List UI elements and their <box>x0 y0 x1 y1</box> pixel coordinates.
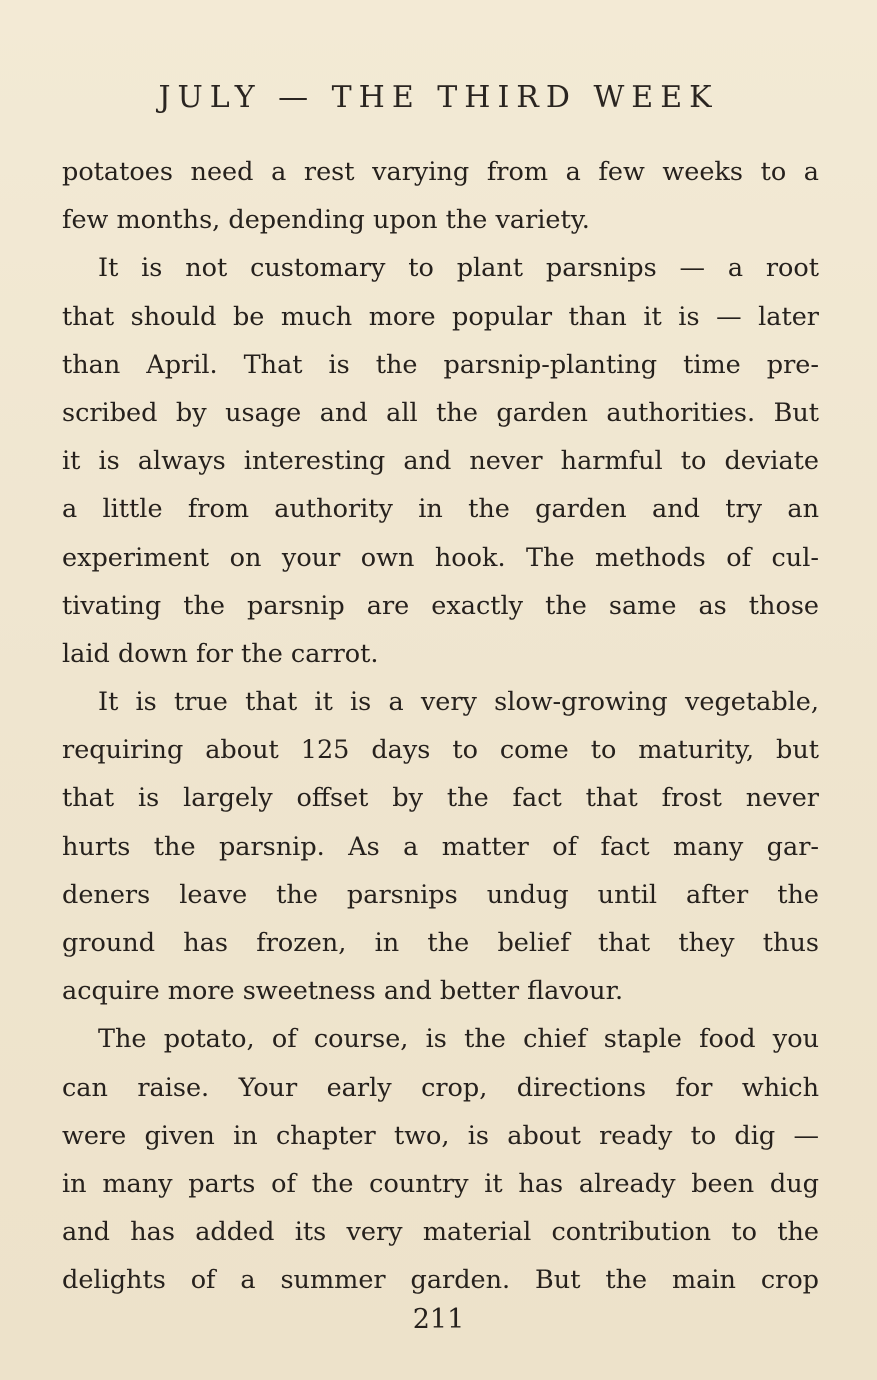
text-line: delights of a summer garden. But the main crop <box>62 1265 819 1296</box>
text-line: acquire more sweetness and better flavour. <box>62 976 624 1007</box>
text-line: tivating the parsnip are exactly the same as those <box>62 590 819 621</box>
text-line: a little from authority in the garden and try an <box>62 494 819 525</box>
text-line: that is largely offset by the fact that frost never <box>62 783 819 814</box>
text-line: hurts the parsnip. As a matter of fact many gar- <box>62 831 819 862</box>
running-head: JULY — THE THIRD WEEK <box>158 80 719 115</box>
text-line: laid down for the carrot. <box>62 638 379 669</box>
text-line: deners leave the parsnips undug until after the <box>62 879 819 910</box>
text-line: few months, depending upon the variety. <box>62 205 590 236</box>
body-text <box>62 148 819 1305</box>
text-line: that should be much more popular than it is — later <box>62 301 819 332</box>
text-line: potatoes need a rest varying from a few weeks to a <box>62 157 819 187</box>
text-line: requiring about 125 days to come to maturity, but <box>62 735 819 766</box>
text-line: it is always interesting and never harmful to deviate <box>62 446 819 477</box>
text-line: scribed by usage and all the garden authorities. But <box>62 397 819 428</box>
text-line: experiment on your own hook. The methods of cul- <box>62 542 819 573</box>
text-line: can raise. Your early crop, directions for which <box>62 1072 819 1103</box>
text-line: The potato, of course, is the chief staple food you <box>98 1024 819 1055</box>
page-number: 211 <box>412 1304 465 1335</box>
text-line: in many parts of the country it has already been dug <box>62 1168 819 1199</box>
text-line: It is not customary to plant parsnips — a root <box>98 253 819 284</box>
text-line: ground has frozen, in the belief that they thus <box>62 928 819 958</box>
text-line: and has added its very material contribution to the <box>62 1217 819 1248</box>
text-line: It is true that it is a very slow-growing vegetable, <box>98 687 819 718</box>
text-line: than April. That is the parsnip-planting time pre- <box>62 349 819 380</box>
text-line: were given in chapter two, is about ready to dig — <box>62 1120 819 1151</box>
